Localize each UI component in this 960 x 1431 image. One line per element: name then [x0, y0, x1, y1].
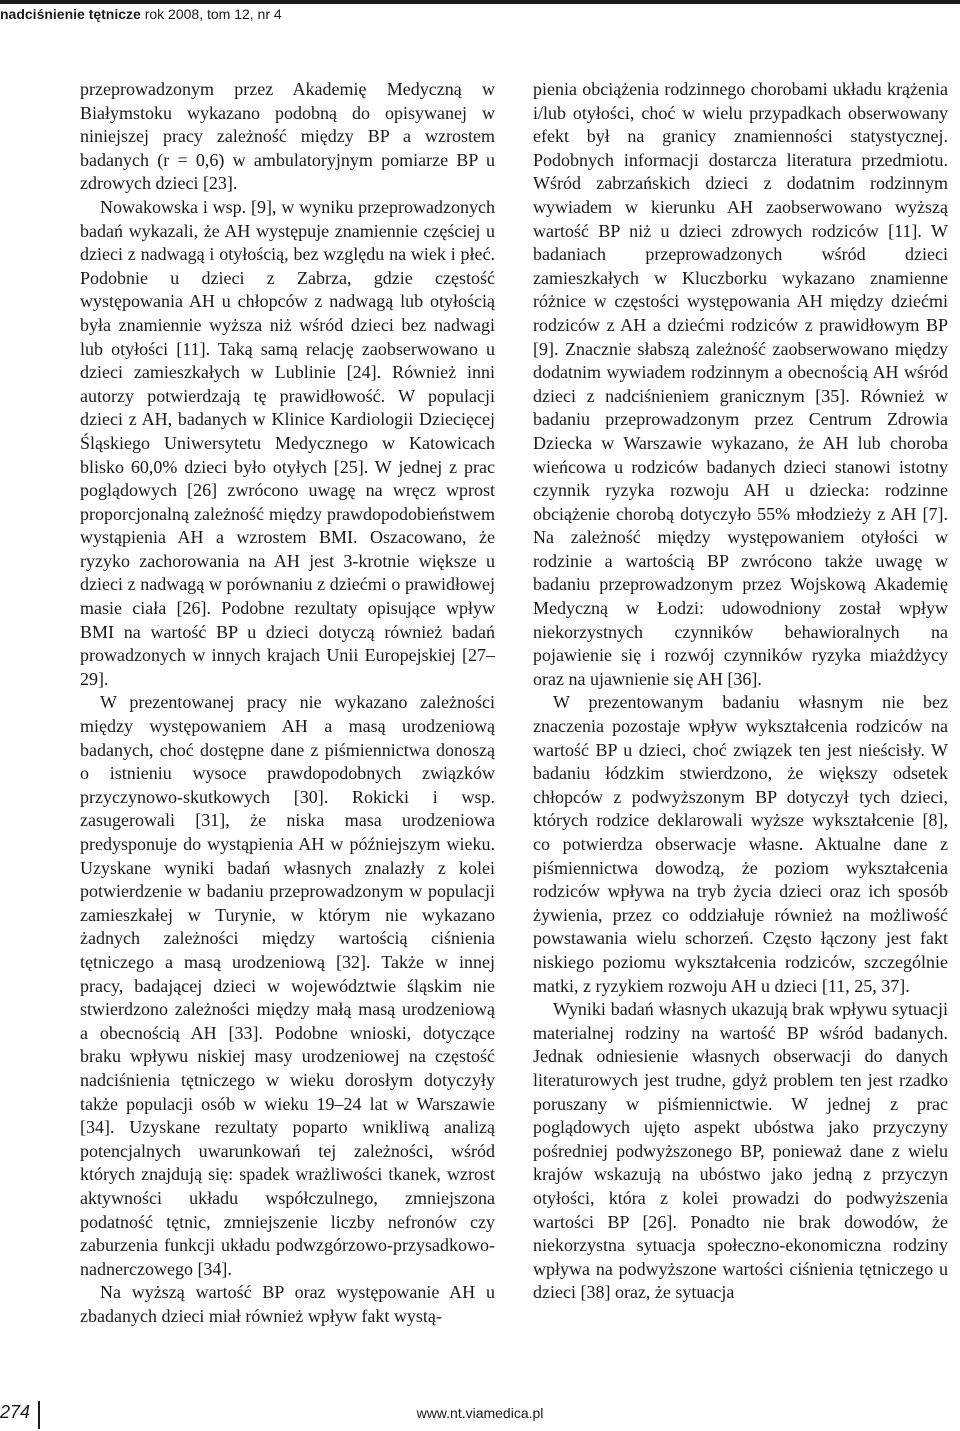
paragraph: W prezentowanej pracy nie wykazano zależności między występowaniem AH a masą urodzeniową badanych, choć dostępne dane z piśmiennictwa donoszą o istnieniu wysoce prawdopodobnych związków przyczynowo-skutkowych [30]. Rokicki i wsp. zasugerowali [31], że niska masa urodzeniowa predysponuje do wystąpienia AH w późniejszym wieku. Uzyskane wyniki badań własnych znalazły z kolei potwierdzenie w badaniu przeprowadzonym w populacji zamieszkałej w Turynie, w którym nie wykazano żadnych zależności między wartością ciśnienia tętniczego a masą urodzeniową [32]. Także w innej pracy, badającej dzieci w województwie śląskim nie stwierdzono zależności między małą masą urodzeniową a obecnością AH [33]. Podobne wnioski, dotyczące braku wpływu niskiej masy urodzeniowej na częstość nadciśnienia tętniczego w wieku dorosłym dotyczyły także populacji osób w wieku 19–24 lat w Warszawie [34]. Uzyskane rezultaty poparto wnikliwą analizą potencjalnych uwarunkowań tej zależności, wśród których znajdują się: spadek wrażliwości tkanek, wzrost aktywności układu współczulnego, zmniejszona podatność tętnic, zmniejszenie liczby nefronów czy zaburzenia funkcji układu podwzgórzowo-przysadkowo-nadnerczowego [34]. [80, 692, 495, 1279]
issue-info: rok 2008, tom 12, nr 4 [144, 6, 282, 22]
paragraph: Wyniki badań własnych ukazują brak wpływu sytuacji materialnej rodziny na wartość BP wśród badanych. Jednak odniesienie własnych obserwacji do danych literaturowych jest trudne, gdyż problem ten jest rzadko poruszany w piśmiennictwie. W jednej z prac poglądowych ujęto aspekt ubóstwa jako przyczyny pośredniej podwyższonego BP, ponieważ dane z wielu krajów wskazują na ubóstwo jako jedną z przyczyn otyłości, która z kolei prowadzi do podwyższenia wartości BP [26]. Ponadto nie brak dowodów, że niekorzystna sytuacja społeczno-ekonomiczna rodziny wpływa na podwyższone wartości ciśnienia tętniczego u dzieci [38] oraz, że sytuacja [533, 999, 948, 1303]
journal-title: nadciśnienie tętnicze [0, 6, 141, 22]
running-header [0, 0, 960, 20]
paragraph: przeprowadzonym przez Akademię Medyczną w Białymstoku wykazano podobną do opisywanej w niniejszej pracy zależność między BP a wzrostem badanych (r = 0,6) w ambulatoryjnym pomiarze BP u zdrowych dzieci [23]. [80, 79, 495, 194]
journal-header [0, 5, 288, 23]
paragraph: Na wyższą wartość BP oraz występowanie AH u zbadanych dzieci miał również wpływ fakt wystą- [80, 1282, 495, 1326]
paragraph: pienia obciążenia rodzinnego chorobami układu krążenia i/lub otyłości, choć w wielu przypadkach obserwowany efekt był na granicy znamienności statystycznej. Podobnych informacji dostarcza literatura przedmiotu. Wśród zabrzańskich dzieci z dodatnim rodzinnym wywiadem w kierunku AH zaobserwowano wyższą wartość BP niż u dzieci zdrowych rodziców [11]. W badaniach przeprowadzonych wśród dzieci zamieszkałych w Kluczborku wykazano znamienne różnice w częstości występowania AH między dziećmi rodziców z AH a dziećmi rodziców z prawidłowym BP [9]. Znacznie słabszą zależność zaobserwowano między dodatnim wywiadem rodzinnym a obecnością AH wśród dzieci z nadciśnieniem granicznym [35]. Również w badaniu przeprowadzonym przez Centrum Zdrowia Dziecka w Warszawie wykazano, że AH lub choroba wieńcowa u rodziców badanych dzieci stanowi istotny czynnik ryzyka rozwoju AH u dziecka: rodzinne obciążenie chorobą dotyczyło 55% młodzieży z AH [7]. Na zależność między występowaniem otyłości w rodzinie a wartością BP zwrócono także uwagę w badaniu przeprowadzonym przez Wojskową Akademię Medyczną w Łodzi: udowodniony został wpływ niekorzystnych czynników behawioralnych na pojawienie się i rozwój czynników ryzyka miażdżycy oraz na ujawnienie się AH [36]. [533, 79, 948, 689]
left-column [80, 78, 495, 1378]
right-column [533, 78, 948, 1378]
paragraph: W prezentowanym badaniu własnym nie bez znaczenia pozostaje wpływ wykształcenia rodziców na wartość BP u dzieci, choć związek ten jest nieścisły. W badaniu łódzkim stwierdzono, że większy odsetek chłopców z podwyższonym BP dotyczył tych dzieci, których rodzice deklarowali wyższe wykształcenie [8], co potwierdza obserwacje własne. Aktualne dane z piśmiennictwa dowodzą, że poziom wykształcenia rodziców wpływa na tryb życia dzieci oraz ich sposób żywienia, przez co oddziałuje również na możliwość powstawania wielu schorzeń. Często łączony jest fakt niskiego poziomu wykształcenia rodziców, szczególnie matki, z ryzykiem rozwoju AH u dzieci [11, 25, 37]. [533, 692, 948, 996]
paragraph: Nowakowska i wsp. [9], w wyniku przeprowadzonych badań wykazali, że AH występuje znamiennie częściej u dzieci z nadwagą i otyłością, bez względu na wiek i płeć. Podobnie u dzieci z Zabrza, gdzie częstość występowania AH u chłopców z nadwagą lub otyłością była znamiennie wyższa niż wśród dzieci bez nadwagi lub otyłości [11]. Taką samą relację zaobserwowano u dzieci zamieszkałych w Lublinie [24]. Również inni autorzy potwierdzają tę prawidłowość. W populacji dzieci z AH, badanych w Klinice Kardiologii Dziecięcej Śląskiego Uniwersytetu Medycznego w Katowicach blisko 60,0% dzieci było otyłych [25]. W jednej z prac poglądowych [26] zwrócono uwagę na wręcz wprost proporcjonalną zależność między prawdopodobieństwem wystąpienia AH a wzrostem BMI. Oszacowano, że ryzyko zachorowania na AH jest 3-krotnie większe u dzieci z nadwagą w porównaniu z dziećmi o prawidłowej masie ciała [26]. Podobne rezultaty opisujące wpływ BMI na wartość BP u dzieci dotyczą również badań prowadzonych w innych krajach Unii Europejskiej [27–29]. [80, 196, 495, 689]
footer-url: www.nt.viamedica.pl [416, 1405, 544, 1421]
page-number: 274 [0, 1402, 31, 1422]
